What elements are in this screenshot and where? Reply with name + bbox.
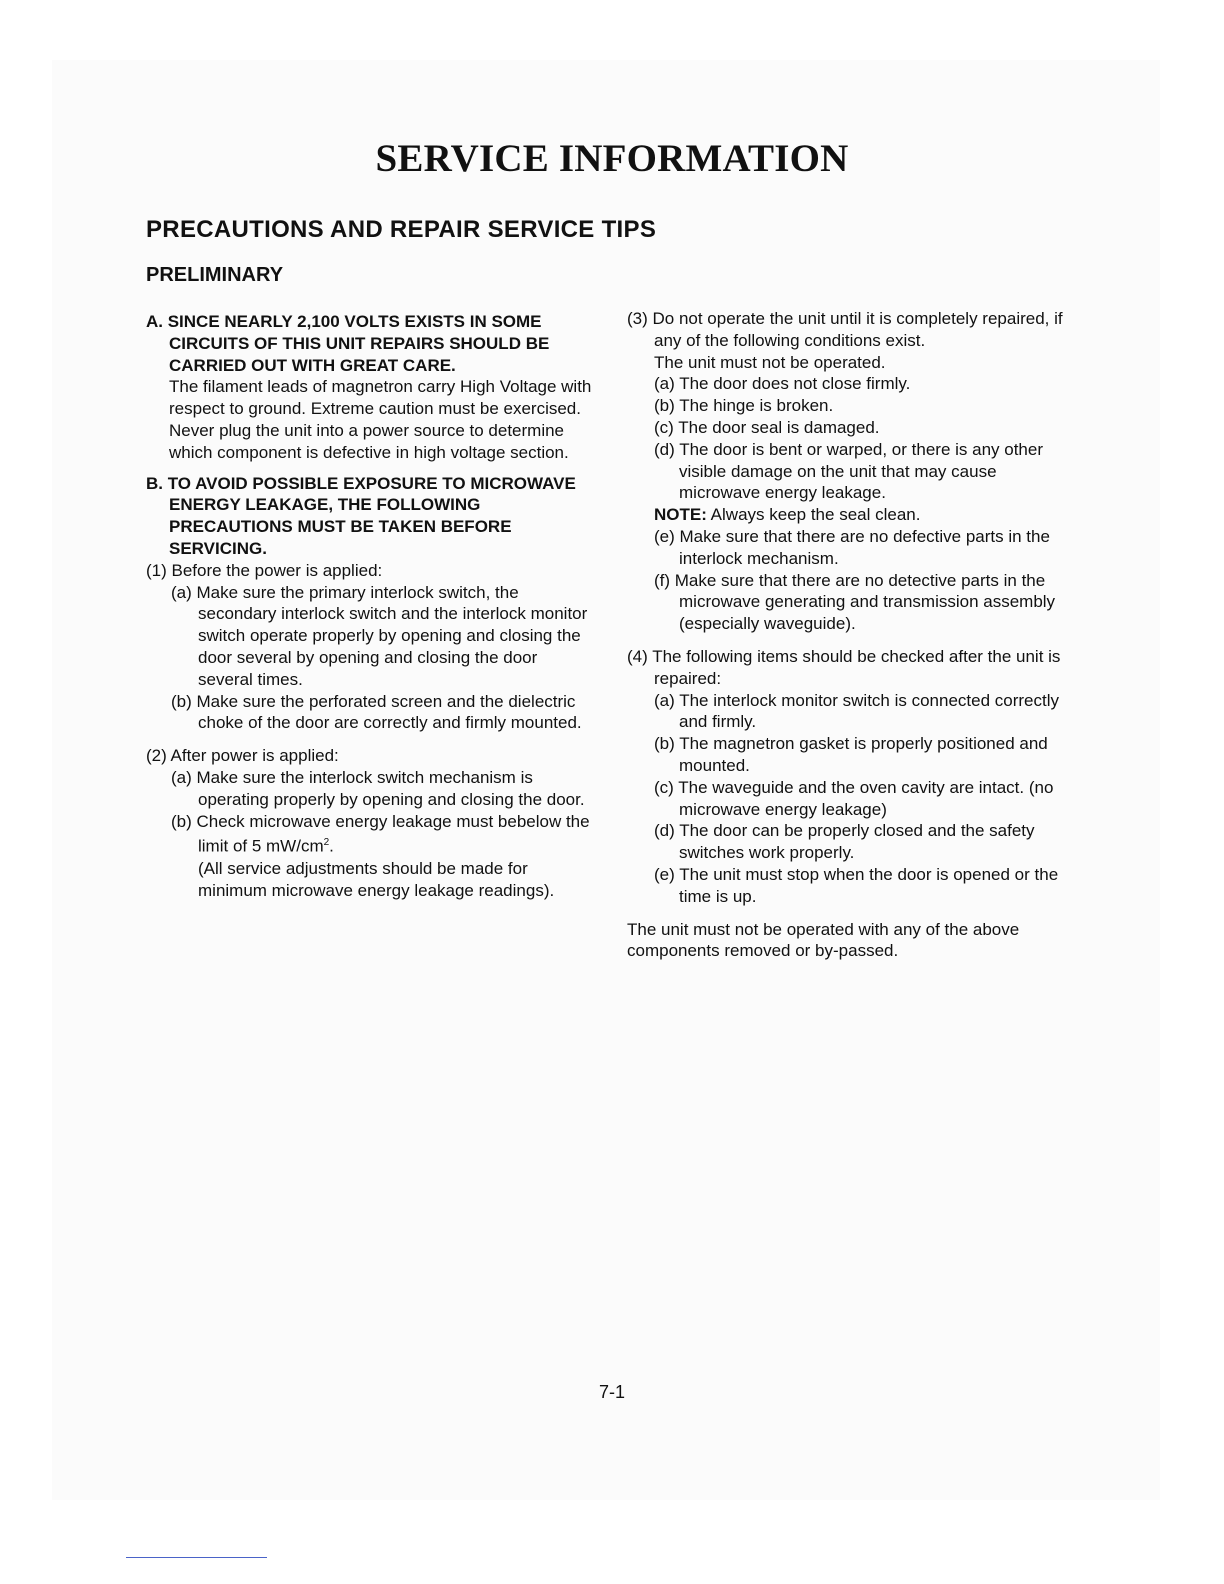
step-3-line: The unit must not be operated. xyxy=(654,352,886,372)
step-1a: (a) Make sure the primary interlock switch, the secondary interlock switch and the interlock monitor switch operate properly by opening and closing the door several by opening and closing the door several times. xyxy=(171,582,588,689)
note-text: Always keep the seal clean. xyxy=(706,505,921,525)
condition-3f: (f) Make sure that there are no detective parts in the microwave generating and transmission assembly (especially waveguide). xyxy=(654,570,1056,634)
step-2b-note: (All service adjustments should be made for minimum microwave energy leakage readings). xyxy=(198,858,555,900)
check-4b: (b) The magnetron gasket is properly positioned and mounted. xyxy=(654,734,1048,775)
condition-3d: (d) The door is bent or warped, or there is any other visible damage on the unit that may cause microwave energy leakage. xyxy=(654,439,1043,503)
precaution-a-heading: A. SINCE NEARLY 2,100 VOLTS EXISTS IN SOME CIRCUITS OF THIS UNIT REPAIRS SHOULD BE CARRIED OUT WITH GREAT CARE. xyxy=(146,312,550,375)
step-2b-text: (b) Check microwave energy leakage must bebelow the limit of 5 mW/cm xyxy=(171,811,590,856)
left-column xyxy=(146,311,596,901)
section-heading: PRECAUTIONS AND REPAIR SERVICE TIPS xyxy=(146,216,657,243)
step-2b xyxy=(146,811,596,858)
page-number: 7-1 xyxy=(598,1382,625,1402)
footer-rule xyxy=(126,1557,267,1558)
subsection-heading: PRELIMINARY xyxy=(146,264,284,286)
check-4e: (e) The unit must stop when the door is opened or the time is up. xyxy=(654,864,1059,906)
check-4c: (c) The waveguide and the oven cavity are intact. (no microwave energy leakage) xyxy=(654,777,1054,819)
precaution-b-heading: B. TO AVOID POSSIBLE EXPOSURE TO MICROWAVE ENERGY LEAKAGE, THE FOLLOWING PRECAUTIONS MUST BE TAKEN BEFORE SERVICING. xyxy=(146,473,576,558)
check-4d: (d) The door can be properly closed and the safety switches work properly. xyxy=(654,821,1035,863)
check-4a: (a) The interlock monitor switch is connected correctly and firmly. xyxy=(654,690,1060,732)
condition-3b: (b) The hinge is broken. xyxy=(654,396,834,416)
step-2-heading: (2) After power is applied: xyxy=(146,746,339,766)
step-4-heading: (4) The following items should be checked after the unit is repaired: xyxy=(627,646,1061,688)
step-2b-period: . xyxy=(329,836,334,856)
right-column xyxy=(627,308,1067,962)
condition-3a: (a) The door does not close firmly. xyxy=(654,374,911,394)
step-3-heading: (3) Do not operate the unit until it is completely repaired, if any of the following conditions exist. xyxy=(627,309,1063,350)
superscript-2: 2 xyxy=(323,837,330,849)
precaution-a-body: The filament leads of magnetron carry High Voltage with respect to ground. Extreme caution must be exercised. Never plug the unit into a power source to determine which component is defective in high voltage section. xyxy=(169,377,592,462)
step-2a: (a) Make sure the interlock switch mechanism is operating properly by opening and closing the door. xyxy=(171,767,585,809)
closing-statement: The unit must not be operated with any of the above components removed or by-passed. xyxy=(627,919,1020,961)
step-1-heading: (1) Before the power is applied: xyxy=(146,560,383,580)
page-title: SERVICE INFORMATION xyxy=(375,137,849,180)
note-label: NOTE: xyxy=(654,505,707,525)
step-1b: (b) Make sure the perforated screen and the dielectric choke of the door are correctly and firmly mounted. xyxy=(171,691,582,733)
condition-3c: (c) The door seal is damaged. xyxy=(654,417,880,437)
condition-3e: (e) Make sure that there are no defective parts in the interlock mechanism. xyxy=(654,526,1050,568)
note xyxy=(627,504,1067,526)
